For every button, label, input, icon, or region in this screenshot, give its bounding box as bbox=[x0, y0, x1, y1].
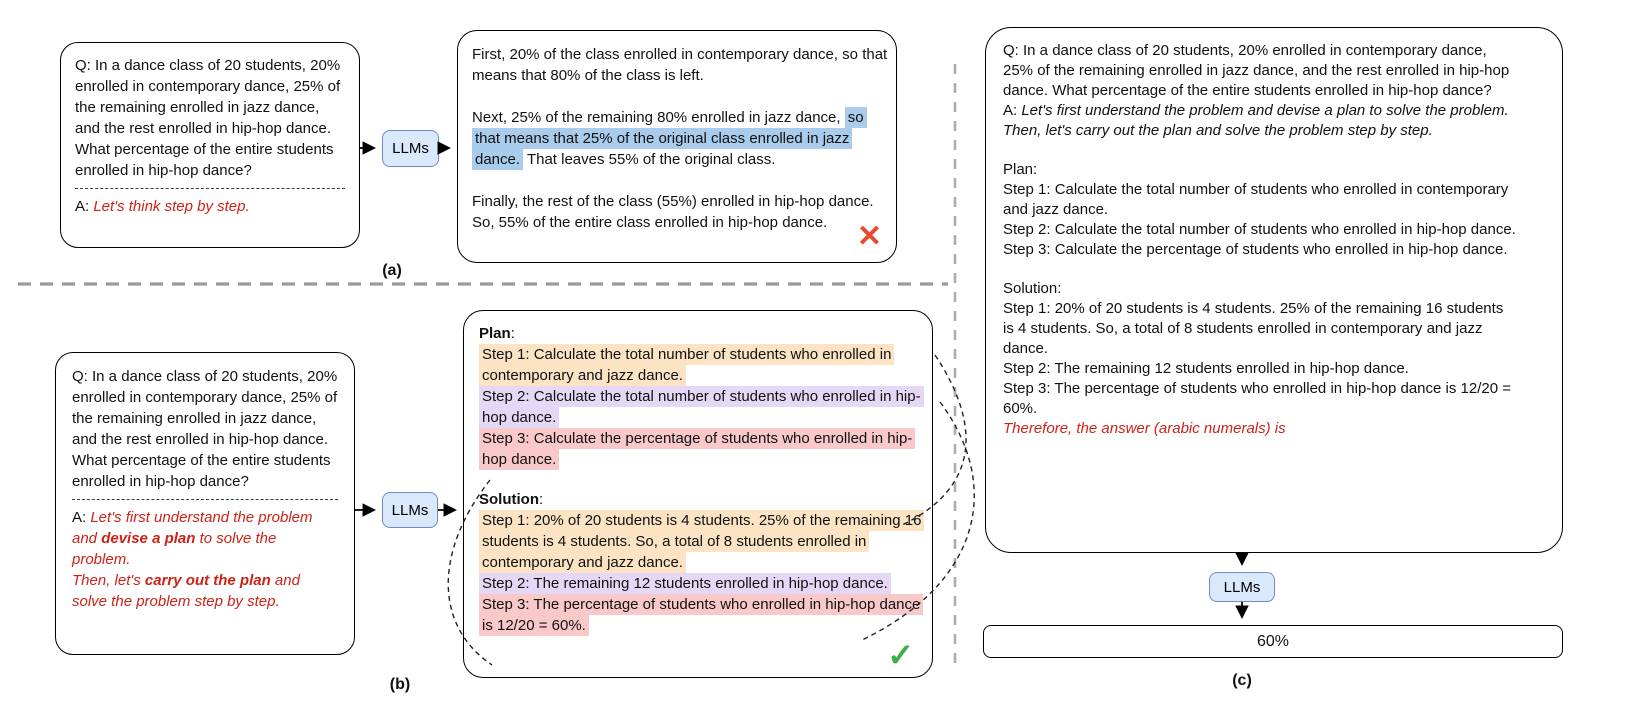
panel-c-prompt-box bbox=[985, 27, 1563, 553]
answer-prefix: A: bbox=[72, 509, 91, 526]
panel-b-trigger-line2 bbox=[72, 570, 338, 612]
panel-c-llm-chip bbox=[1209, 572, 1275, 602]
panel-a-response-box bbox=[457, 30, 897, 263]
panel-b-caption: (b) bbox=[389, 676, 411, 693]
spacer bbox=[479, 470, 922, 489]
blue-highlight-run: so that means that 25% of the original class enrolled in jazz dance. bbox=[472, 107, 867, 170]
solution-step-2: Step 2: The remaining 12 students enrolled in hip-hop dance. bbox=[1003, 360, 1409, 377]
colon: : bbox=[510, 325, 515, 342]
text-run: and solve the problem step by step. bbox=[72, 572, 300, 610]
panel-a-question-text: Q: In a dance class of 20 students, 20% enrolled in contemporary dance, 25% of the remaining enrolled in jazz dance, and the rest enrolled in hip-hop dance. What percentage of the entire students enrolled in hip-hop dance? bbox=[75, 57, 341, 179]
highlighted-step-text: Step 2: Calculate the total number of students who enrolled in hip-hop dance. bbox=[479, 386, 924, 428]
panel-a-caption: (a) bbox=[382, 262, 402, 279]
plan-step-1: Step 1: Calculate the total number of students who enrolled in contemporary and jazz dance. bbox=[1003, 181, 1509, 218]
bold-trigger-run: devise a plan bbox=[101, 530, 196, 547]
check-mark-icon: ✓ bbox=[887, 637, 914, 673]
colon: : bbox=[539, 491, 544, 508]
plan-step-3 bbox=[479, 428, 922, 470]
llm-label: LLMs bbox=[391, 501, 429, 519]
panel-a-response-para3: Finally, the rest of the class (55%) enrolled in hip-hop dance. So, 55% of the entire class enrolled in hip-hop dance. bbox=[472, 193, 874, 231]
solution-step-2 bbox=[479, 573, 922, 594]
text-run: That leaves 55% of the original class. bbox=[523, 151, 776, 168]
text-run: to solve the problem. bbox=[72, 530, 277, 568]
highlighted-step-text: Step 1: 20% of 20 students is 4 students. 25% of the remaining 16 students is 4 students. So, a total of 8 students enrolled in contemporary and jazz dance. bbox=[479, 510, 924, 573]
text-run: Next, 25% of the remaining 80% enrolled in jazz dance, bbox=[472, 109, 845, 126]
text-run: Let's first understand the problem and bbox=[72, 509, 313, 547]
panel-b-answer-trigger bbox=[72, 507, 338, 612]
solution-label: Solution bbox=[479, 491, 539, 508]
plan-step-1 bbox=[479, 344, 922, 386]
panel-b-question-text: Q: In a dance class of 20 students, 20% enrolled in contemporary dance, 25% of the remaining enrolled in jazz dance, and the rest enrolled in hip-hop dance. What percentage of the entire students enrolled in hip-hop dance? bbox=[72, 368, 338, 490]
x-mark-icon: ✕ bbox=[856, 220, 882, 253]
highlighted-step-text: Step 3: The percentage of students who enrolled in hip-hop dance is 12/20 = 60%. bbox=[479, 594, 923, 636]
solution-heading: Solution: bbox=[1003, 280, 1062, 297]
panel-c-answer-trigger-line1 bbox=[1003, 101, 1518, 121]
plan-step-2 bbox=[479, 386, 922, 428]
panel-c-answer-box bbox=[983, 625, 1563, 658]
spacer bbox=[1003, 141, 1518, 160]
panel-b-llm-chip bbox=[382, 492, 438, 528]
panel-b-response-box bbox=[463, 310, 933, 678]
spacer bbox=[1003, 260, 1518, 279]
panel-a-response-para1: First, 20% of the class enrolled in contemporary dance, so that means that 80% of the class is left. bbox=[472, 46, 888, 84]
panel-a-question-box bbox=[60, 42, 360, 248]
panel-b-question-box bbox=[55, 352, 355, 655]
panel-a-trigger-text: Let's think step by step. bbox=[93, 198, 250, 215]
llm-label: LLMs bbox=[1223, 578, 1261, 596]
plan-step-2: Step 2: Calculate the total number of students who enrolled in hip-hop dance. bbox=[1003, 221, 1516, 238]
plan-step-3: Step 3: Calculate the percentage of students who enrolled in hip-hop dance. bbox=[1003, 241, 1508, 258]
panel-c-caption: (c) bbox=[1232, 672, 1252, 689]
solution-step-1: Step 1: 20% of 20 students is 4 students. 25% of the remaining 16 students is 4 students. So, a total of 8 students enrolled in contemporary and jazz dance. bbox=[1003, 300, 1504, 357]
question-answer-divider bbox=[72, 499, 338, 500]
answer-prefix: A: bbox=[1003, 102, 1022, 119]
panel-c-question-text: Q: In a dance class of 20 students, 20% enrolled in contemporary dance, 25% of the remaining enrolled in jazz dance, and the rest enrolled in hip-hop dance. What percentage of the entire students enrolled in hip-hop dance? bbox=[1003, 42, 1510, 99]
question-answer-divider bbox=[75, 188, 345, 189]
highlighted-step-text: Step 3: Calculate the percentage of students who enrolled in hip-hop dance. bbox=[479, 428, 915, 470]
highlighted-step-text: Step 2: The remaining 12 students enrolled in hip-hop dance. bbox=[479, 573, 891, 594]
highlighted-step-text: Step 1: Calculate the total number of students who enrolled in contemporary and jazz dance. bbox=[479, 344, 894, 386]
solution-step-3: Step 3: The percentage of students who enrolled in hip-hop dance is 12/20 = 60%. bbox=[1003, 380, 1511, 417]
panel-c-extraction-trigger: Therefore, the answer (arabic numerals) is bbox=[1003, 420, 1286, 437]
answer-prefix: A: bbox=[75, 198, 94, 215]
panel-a-llm-chip bbox=[382, 130, 439, 167]
plan-heading: Plan: bbox=[1003, 161, 1038, 178]
plan-heading bbox=[479, 323, 922, 344]
solution-heading bbox=[479, 489, 922, 510]
solution-step-1 bbox=[479, 510, 922, 573]
final-answer-text: 60% bbox=[1256, 632, 1290, 650]
bold-trigger-run: carry out the plan bbox=[144, 572, 271, 589]
panel-c-answer-trigger-line2: Then, let's carry out the plan and solve the problem step by step. bbox=[1003, 122, 1433, 139]
trigger-text: Let's first understand the problem and devise a plan to solve the problem. bbox=[1021, 102, 1509, 119]
panel-a-response-para2 bbox=[472, 107, 890, 170]
plan-label: Plan bbox=[479, 325, 511, 342]
solution-step-3 bbox=[479, 594, 922, 636]
panel-a-answer-trigger bbox=[75, 196, 345, 217]
llm-label: LLMs bbox=[392, 140, 429, 157]
text-run: Then, let's bbox=[72, 572, 145, 589]
